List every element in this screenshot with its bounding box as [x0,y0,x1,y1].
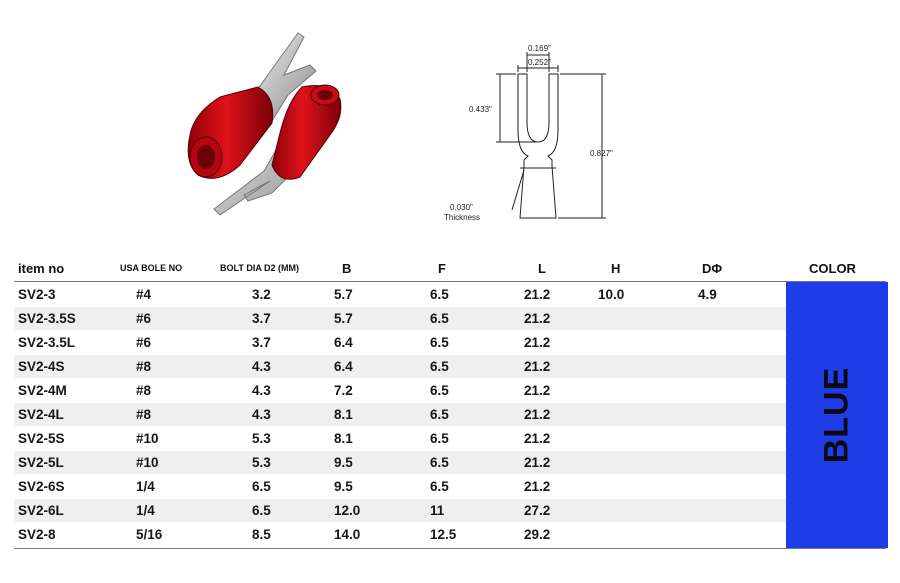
cell-item-no: SV2-4S [18,359,65,374]
table-row [14,403,788,426]
cell-f: 6.5 [430,335,449,350]
table-row [14,523,788,546]
cell-f: 6.5 [430,455,449,470]
table-row [14,355,788,378]
header-l: L [538,260,546,276]
dimension-drawing [430,38,630,228]
cell-f: 6.5 [430,479,449,494]
cell-item-no: SV2-4L [18,407,64,422]
cell-item-no: SV2-3.5L [18,335,76,350]
table-row [14,379,788,402]
table-row [14,283,788,306]
cell-f: 11 [430,503,445,518]
table-row [14,475,788,498]
cell-usa-bole: #8 [136,407,152,422]
cell-l: 21.2 [524,431,551,446]
table-bottom-divider [14,548,886,549]
cell-l: 21.2 [524,455,551,470]
cell-usa-bole: #8 [136,383,152,398]
cell-bolt-dia: 5.3 [252,455,271,470]
header-divider [14,281,886,282]
cell-bolt-dia: 8.5 [252,527,271,542]
cell-l: 21.2 [524,287,551,302]
cell-item-no: SV2-5S [18,431,65,446]
cell-f: 12.5 [430,527,457,542]
cell-l: 21.2 [524,407,551,422]
cell-b: 8.1 [334,407,353,422]
color-value: BLUE [817,366,856,464]
cell-bolt-dia: 4.3 [252,383,271,398]
cell-bolt-dia: 4.3 [252,407,271,422]
cell-f: 6.5 [430,383,449,398]
dim-top-inner: 0.169" [528,44,551,53]
table-row [14,307,788,330]
header-f: F [438,260,446,276]
cell-b: 9.5 [334,479,353,494]
cell-b: 5.7 [334,287,353,302]
cell-usa-bole: #8 [136,359,152,374]
header-b: B [342,260,352,276]
header-d-phi: DΦ [702,260,723,276]
spec-table [14,255,886,551]
cell-bolt-dia: 3.7 [252,335,271,350]
cell-b: 9.5 [334,455,353,470]
cell-usa-bole: #10 [136,431,159,446]
cell-l: 21.2 [524,311,551,326]
cell-b: 5.7 [334,311,353,326]
cell-b: 8.1 [334,431,353,446]
cell-usa-bole: #6 [136,335,152,350]
header-h: H [611,260,621,276]
cell-bolt-dia: 5.3 [252,431,271,446]
cell-usa-bole: 5/16 [136,527,163,542]
dim-total: 0.827" [590,149,613,158]
cell-item-no: SV2-5L [18,455,64,470]
cell-b: 6.4 [334,359,353,374]
cell-usa-bole: #6 [136,311,152,326]
color-swatch [786,282,888,548]
cell-l: 21.2 [524,479,551,494]
header-color: COLOR [809,260,856,276]
header-item-no: item no [18,260,65,276]
cell-b: 6.4 [334,335,353,350]
cell-bolt-dia: 4.3 [252,359,271,374]
cell-usa-bole: 1/4 [136,503,155,518]
product-photo [180,25,350,240]
header-usa-bole: USA BOLE NO [120,263,183,273]
cell-l: 21.2 [524,383,551,398]
cell-l: 27.2 [524,503,551,518]
cell-item-no: SV2-6S [18,479,65,494]
cell-f: 6.5 [430,311,449,326]
table-row [14,499,788,522]
cell-usa-bole: #4 [136,287,152,302]
cell-item-no: SV2-6L [18,503,64,518]
dim-top-outer: 0.252" [528,58,551,67]
cell-item-no: SV2-4M [18,383,67,398]
cell-bolt-dia: 3.7 [252,311,271,326]
cell-bolt-dia: 6.5 [252,503,271,518]
cell-f: 6.5 [430,431,449,446]
cell-item-no: SV2-3 [18,287,56,302]
cell-f: 6.5 [430,359,449,374]
cell-f: 6.5 [430,407,449,422]
cell-f: 6.5 [430,287,449,302]
cell-l: 29.2 [524,527,551,542]
cell-h: 10.0 [598,287,625,302]
cell-item-no: SV2-3.5S [18,311,76,326]
header-bolt-dia: BOLT DIA D2 (MM) [220,263,299,273]
cell-item-no: SV2-8 [18,527,56,542]
cell-usa-bole: #10 [136,455,159,470]
cell-b: 14.0 [334,527,361,542]
table-row [14,451,788,474]
thickness-label: Thickness [444,213,481,222]
cell-l: 21.2 [524,335,551,350]
dim-thickness: 0.030" [450,203,473,212]
cell-b: 7.2 [334,383,353,398]
dim-slot: 0.433" [469,105,492,114]
cell-bolt-dia: 3.2 [252,287,271,302]
table-row [14,331,788,354]
cell-l: 21.2 [524,359,551,374]
cell-d-phi: 4.9 [698,287,717,302]
cell-b: 12.0 [334,503,361,518]
table-row [14,427,788,450]
spade-terminals-image [180,25,350,240]
cell-usa-bole: 1/4 [136,479,155,494]
cell-bolt-dia: 6.5 [252,479,271,494]
